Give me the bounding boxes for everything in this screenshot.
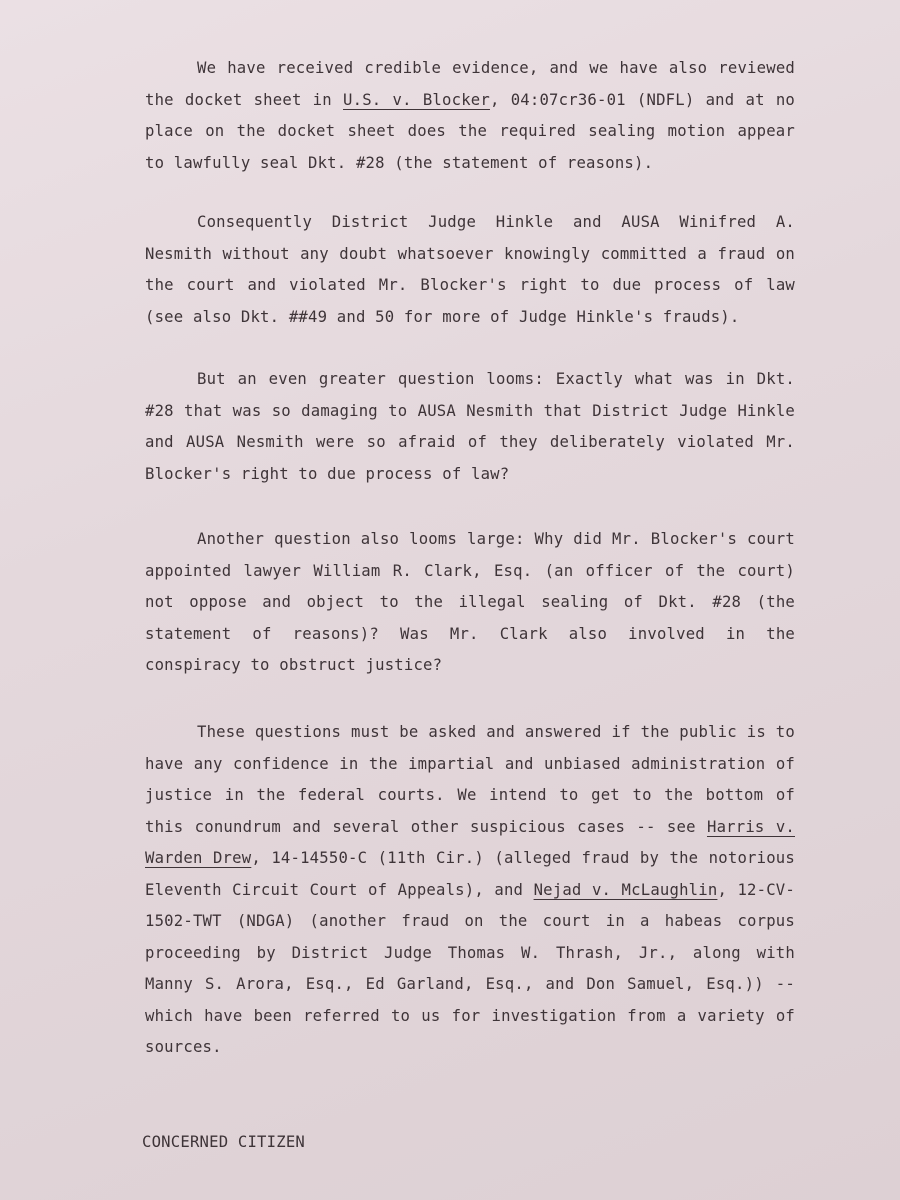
paragraph-conclusion xyxy=(145,717,795,1064)
signature-line: CONCERNED CITIZEN xyxy=(142,1133,305,1151)
paragraph-text: But an even greater question looms: Exactly what was in Dkt. #28 that was so damaging to AUSA Nesmith that District Judge Hinkle and AUSA Nesmith were so afraid of they deliberately violated Mr. Blocker's right to due process of law? xyxy=(145,370,795,483)
case-citation-us-v-blocker: U.S. v. Blocker xyxy=(343,90,490,109)
paragraph-docket-review xyxy=(145,53,795,179)
paragraph-text: We have received credible evidence, and we have also reviewed the docket sheet in xyxy=(145,59,795,109)
case-citation-harris-v-warden-drew: Harris v. Warden Drew xyxy=(145,817,795,867)
paragraph-text: These questions must be asked and answered if the public is to have any confidence in the impartial and unbiased administration of justice in the federal courts. We intend to get to the bottom of this conundrum and several other suspicious cases -- see xyxy=(145,723,795,836)
paragraph-greater-question xyxy=(145,364,795,490)
paragraph-text: Another question also looms large: Why did Mr. Blocker's court appointed lawyer William R. Clark, Esq. (an officer of the court) not oppose and object to the illegal sealing of Dkt. #28 (the statement of reasons)? Was Mr. Clark also involved in the conspiracy to obstruct justice? xyxy=(145,530,795,674)
paragraph-text: , 04:07cr36-01 (NDFL) and at no place on the docket sheet does the required sealing motion appear to lawfully seal Dkt. #28 (the statement of reasons). xyxy=(145,90,796,172)
paragraph-lawyer-question xyxy=(145,524,795,682)
case-citation-nejad-v-mclaughlin: Nejad v. McLaughlin xyxy=(533,880,718,899)
paragraph-fraud-allegation xyxy=(145,207,795,333)
paragraph-text: , 14-14550-C (11th Cir.) (alleged fraud by the notorious Eleventh Circuit Court of Appeals), and xyxy=(145,849,795,899)
paragraph-text: , 12-CV-1502-TWT (NDGA) (another fraud on the court in a habeas corpus proceeding by District Judge Thomas W. Thrash, Jr., along with Manny S. Arora, Esq., Ed Garland, Esq., and Don Samuel, Esq.)) -- which have been referred to us for investigation from a variety of sources. xyxy=(145,880,795,1056)
paragraph-text: Consequently District Judge Hinkle and AUSA Winifred A. Nesmith without any doubt whatsoever knowingly committed a fraud on the court and violated Mr. Blocker's right to due process of law (see also Dkt. ##49 and 50 for more of Judge Hinkle's frauds). xyxy=(145,213,795,326)
